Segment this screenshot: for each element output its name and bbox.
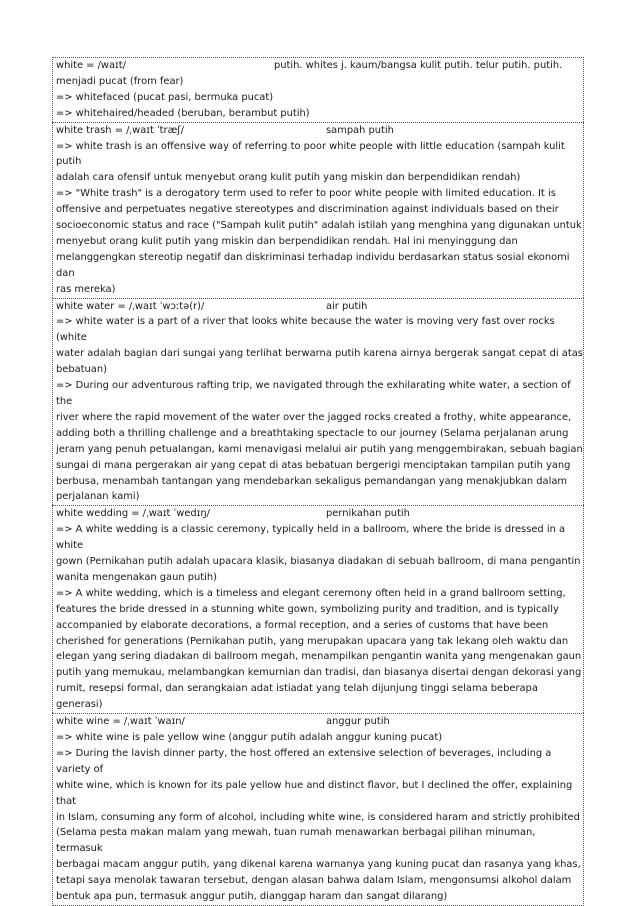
text-line: features the bride dressed in a stunning white gown, symbolizing purity and tradition, and is typically [56, 603, 559, 615]
headword: white wine = /ˌwaɪt ˈwaɪn/ [56, 716, 185, 728]
text-line: in Islam, consuming any form of alcohol, including white wine, is considered haram and strictly prohibited [56, 811, 580, 823]
text-line: perjalanan kami) [56, 491, 140, 503]
text-line: => white water is a part of a river that looks white because the water is moving very fast over rocks (white [56, 316, 555, 344]
text-line: socioeconomic status and race ("Sampah kulit putih" adalah istilah yang menghina yang digunakan untuk [56, 220, 582, 232]
text-line: ras mereka) [56, 283, 116, 295]
text-line: bentuk apa pun, termasuk anggur putih, dianggap haram dan sangat dilarang) [56, 891, 448, 903]
headword: white trash = /ˌwaɪt ˈtræʃ/ [56, 124, 184, 136]
text-line: tetapi saya menolak tawaran tersebut, dengan alasan bahwa dalam Islam, mengonsumsi alkohol dalam [56, 875, 572, 887]
vocabulary-document [52, 57, 584, 906]
headword: white water = /ˌwaɪt ˈwɔːtə(r)/ [56, 300, 205, 312]
entry-white-wedding [52, 505, 584, 713]
translation: pernikahan putih [326, 508, 410, 520]
text-line: cherished for generations (Pernikahan putih, yang merupakan upacara yang tak lekang oleh waktu dan [56, 635, 569, 647]
text-line: => whitefaced (pucat pasi, bermuka pucat) [56, 91, 274, 103]
text-line: => whitehaired/headed (beruban, berambut putih) [56, 107, 310, 119]
text-line: adding both a thrilling challenge and a breathtaking spectacle to our journey (Selama perjalanan arung [56, 427, 569, 439]
text-line: gown (Pernikahan putih adalah upacara klasik, biasanya diadakan di sebuah ballroom, di mana pengantin [56, 556, 581, 568]
text-line: white wine, which is known for its pale yellow hue and distinct flavor, but I declined the offer, explaining that [56, 779, 573, 807]
text-line: jeram yang penuh petualangan, kami menavigasi melalui air putih yang menggembirakan, sebuah bagian [56, 443, 583, 455]
text-line: menjadi pucat (from fear) [56, 75, 184, 87]
text-line: => A white wedding, which is a timeless and elegant ceremony often held in a grand ballroom setting, [56, 587, 566, 599]
text-line: => "White trash" is a derogatory term used to refer to poor white people with limited education. It is [56, 188, 556, 200]
text-line: melanggengkan stereotip negatif dan diskriminasi terhadap individu berdasarkan status sosial ekonomi dan [56, 251, 570, 279]
text-line: wanita mengenakan gaun putih) [56, 571, 218, 583]
text-line: => During the lavish dinner party, the host offered an extensive selection of beverages, including a variety of [56, 747, 552, 775]
entry-white-water [52, 298, 584, 506]
text-line: elegan yang sering diadakan di ballroom megah, menampilkan pengantin wanita yang mengenakan gaun [56, 651, 582, 663]
entry-header [56, 123, 583, 139]
text-line: bebatuan) [56, 364, 107, 376]
text-line: offensive and perpetuates negative stereotypes and discrimination against individuals based on their [56, 204, 559, 216]
text-line: => white wine is pale yellow wine (anggur putih adalah anggur kuning pucat) [56, 731, 443, 743]
entry-white-trash [52, 122, 584, 298]
entry-header [56, 58, 583, 74]
text-line: river where the rapid movement of the water over the jagged rocks created a frothy, white appearance, [56, 411, 572, 423]
text-line: => During our adventurous rafting trip, we navigated through the exhilarating white water, a section of the [56, 380, 571, 407]
text-line: berbagai macam anggur putih, yang dikenal karena warnanya yang kuning pucat dan rasanya yang khas, [56, 859, 581, 871]
text-line: => white trash is an offensive way of referring to poor white people with little education (sampah kulit putih [56, 140, 565, 168]
translation: anggur putih [326, 716, 390, 728]
translation: air putih [326, 300, 368, 312]
entry-header [56, 714, 583, 730]
text-line: sungai di mana pergerakan air yang cepat di atas bebatuan bergerigi menciptakan tampilan putih yang [56, 459, 571, 471]
text-line: berbusa, menambah tantangan yang mendebarkan sekaligus pemandangan yang menakjubkan dalam [56, 475, 568, 487]
text-line: water adalah bagian dari sungai yang terlihat berwarna putih karena airnya bergerak sangat cepat di atas [56, 348, 583, 360]
text-line: => A white wedding is a classic ceremony, typically held in a ballroom, where the bride is dressed in a white [56, 524, 566, 552]
text-line: rumit, resepsi formal, dan serangkaian adat istiadat yang telah dijunjung tinggi selama beberapa generasi) [56, 683, 538, 711]
text-line: (Selama pesta makan malam yang mewah, tuan rumah menawarkan berbagai pilihan minuman, termasuk [56, 827, 536, 855]
translation: putih. whites j. kaum/bangsa kulit putih. telur putih. putih. [274, 60, 563, 71]
text-line: putih yang memukau, melambangkan kemurnian dan tradisi, dan biasanya disertai dengan dekorasi yang [56, 667, 582, 679]
text-line: menyebut orang kulit putih yang miskin dan berpendidikan rendah. Hal ini menyinggung dan [56, 235, 518, 247]
entry-white [52, 57, 584, 122]
headword: white = /waɪt/ [56, 60, 126, 71]
text-line: adalah cara ofensif untuk menyebut orang kulit putih yang miskin dan berpendidikan rendah) [56, 172, 521, 184]
translation: sampah putih [326, 124, 394, 136]
entry-header [56, 299, 583, 315]
entry-header [56, 506, 583, 522]
entry-white-wine [52, 713, 584, 906]
text-line: accompanied by elaborate decorations, a formal reception, and a series of customs that have been [56, 619, 549, 631]
headword: white wedding = /ˌwaɪt ˈwedɪŋ/ [56, 508, 210, 520]
